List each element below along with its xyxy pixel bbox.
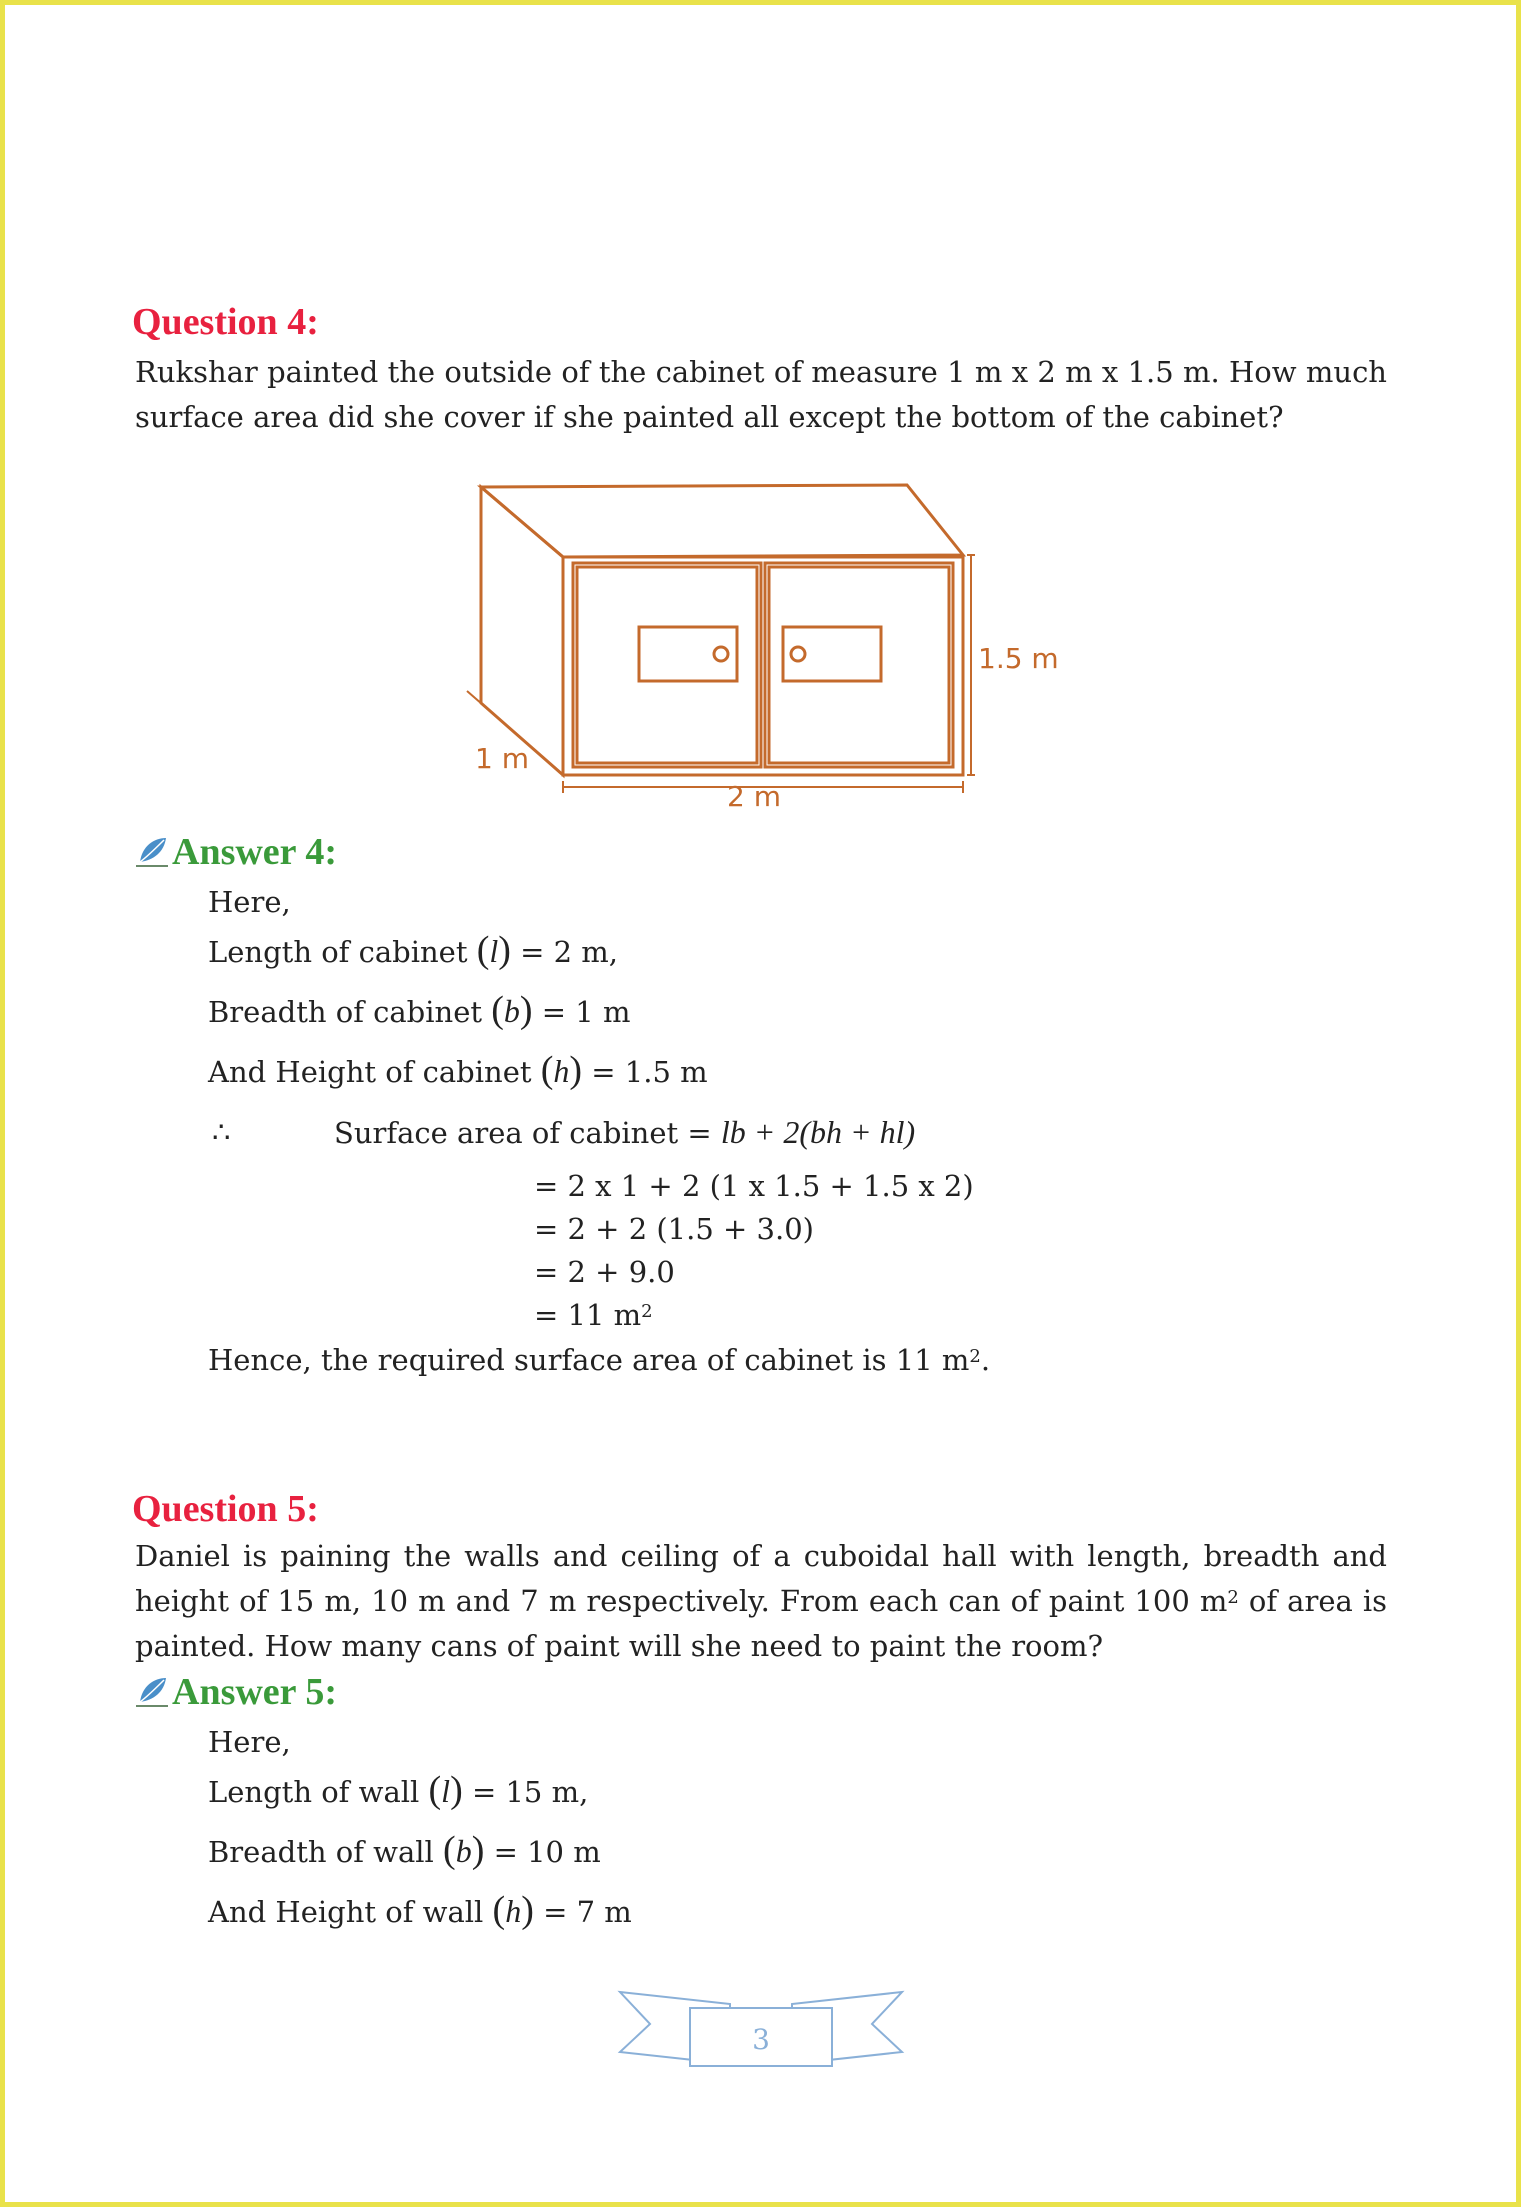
cabinet-side-face — [481, 487, 563, 775]
conclusion-end: . — [980, 1343, 991, 1377]
wall-breadth-variable: b — [455, 1833, 472, 1869]
answer-5-heading: Answer 5: — [172, 1671, 338, 1713]
wall-length-value: = 15 m, — [471, 1775, 589, 1809]
breadth-text: Breadth of cabinet — [208, 995, 492, 1029]
length-value: = 2 m, — [520, 935, 619, 969]
conclusion-text: Hence, the required surface area of cabinet is 11 m — [208, 1343, 970, 1377]
width-label: 2 m — [727, 780, 781, 813]
surface-area-text: Surface area of cabinet = — [334, 1116, 721, 1150]
breadth-variable: b — [503, 993, 520, 1029]
answer-4-heading: Answer 4: — [172, 831, 338, 873]
cabinet-front-face — [563, 557, 963, 775]
question-5-heading: Question 5: — [132, 1488, 319, 1530]
answer-5-length-line: Length of wall (l) = 15 m, — [208, 1769, 589, 1811]
height-value: = 1.5 m — [591, 1055, 708, 1089]
therefore-symbol: ∴ — [212, 1115, 231, 1149]
answer-5-breadth-line: Breadth of wall (b) = 10 m — [208, 1829, 601, 1871]
wall-length-variable: l — [441, 1773, 451, 1809]
cabinet-left-door — [577, 567, 757, 763]
calc-step-4-text: = 11 m — [534, 1298, 642, 1332]
wall-length-text: Length of wall — [208, 1775, 429, 1809]
conclusion-sup: 2 — [969, 1346, 981, 1367]
answer-4-breadth-line: Breadth of cabinet (b) = 1 m — [208, 989, 631, 1031]
question-5-text-b: of area is painted. How many cans of paint will she need to paint the room? — [135, 1584, 1388, 1663]
calc-step-4 — [534, 1293, 653, 1338]
depth-label: 1 m — [475, 742, 529, 775]
question-4-text: Rukshar painted the outside of the cabinet of measure 1 m x 2 m x 1.5 m. How much surface area did she cover if she painted all except the bottom of the cabinet? — [135, 355, 1387, 434]
answer-5-height-line: And Height of wall (h) = 7 m — [208, 1889, 632, 1931]
calc-step-1: = 2 x 1 + 2 (1 x 1.5 + 1.5 x 2) — [534, 1169, 974, 1203]
calc-step-3: = 2 + 9.0 — [534, 1255, 675, 1289]
page-number: 3 — [752, 2023, 770, 2056]
wall-breadth-value: = 10 m — [493, 1835, 601, 1869]
answer-5-here: Here, — [208, 1725, 291, 1759]
surface-area-formula: lb + 2(bh + hl) — [720, 1114, 916, 1150]
wall-height-value: = 7 m — [543, 1895, 632, 1929]
height-label: 1.5 m — [978, 642, 1059, 675]
cabinet-right-door — [769, 567, 949, 763]
height-variable: h — [553, 1053, 570, 1089]
answer-4-length-line: Length of cabinet (l) = 2 m, — [208, 929, 619, 971]
height-text: And Height of cabinet — [208, 1055, 541, 1089]
calc-step-2: = 2 + 2 (1.5 + 3.0) — [534, 1212, 814, 1246]
question-5-text — [135, 1534, 1387, 1669]
wall-height-variable: h — [505, 1893, 522, 1929]
question-5-text-a: Daniel is paining the walls and ceiling of a cuboidal hall with length, breadth and height of 15 m, 10 m and 7 m respectively. From each can of paint 100 m — [135, 1539, 1387, 1618]
wall-breadth-text: Breadth of wall — [208, 1835, 444, 1869]
calc-step-4-sup: 2 — [641, 1301, 653, 1322]
answer-4-here: Here, — [208, 885, 291, 919]
answer-4-conclusion — [208, 1338, 990, 1383]
length-variable: l — [489, 933, 499, 969]
wall-height-text: And Height of wall — [208, 1895, 493, 1929]
surface-area-line — [334, 1110, 915, 1156]
answer-4-height-line: And Height of cabinet (h) = 1.5 m — [208, 1049, 708, 1091]
question-4-heading: Question 4: — [132, 301, 319, 343]
leaf-logo-icon — [134, 834, 170, 870]
question-5-sup: 2 — [1227, 1587, 1239, 1608]
leaf-logo-icon — [134, 1674, 170, 1710]
cabinet-left-handle — [639, 627, 737, 681]
breadth-value: = 1 m — [541, 995, 631, 1029]
length-text: Length of cabinet — [208, 935, 477, 969]
cabinet-top-face — [481, 485, 963, 557]
cabinet-right-handle — [783, 627, 881, 681]
